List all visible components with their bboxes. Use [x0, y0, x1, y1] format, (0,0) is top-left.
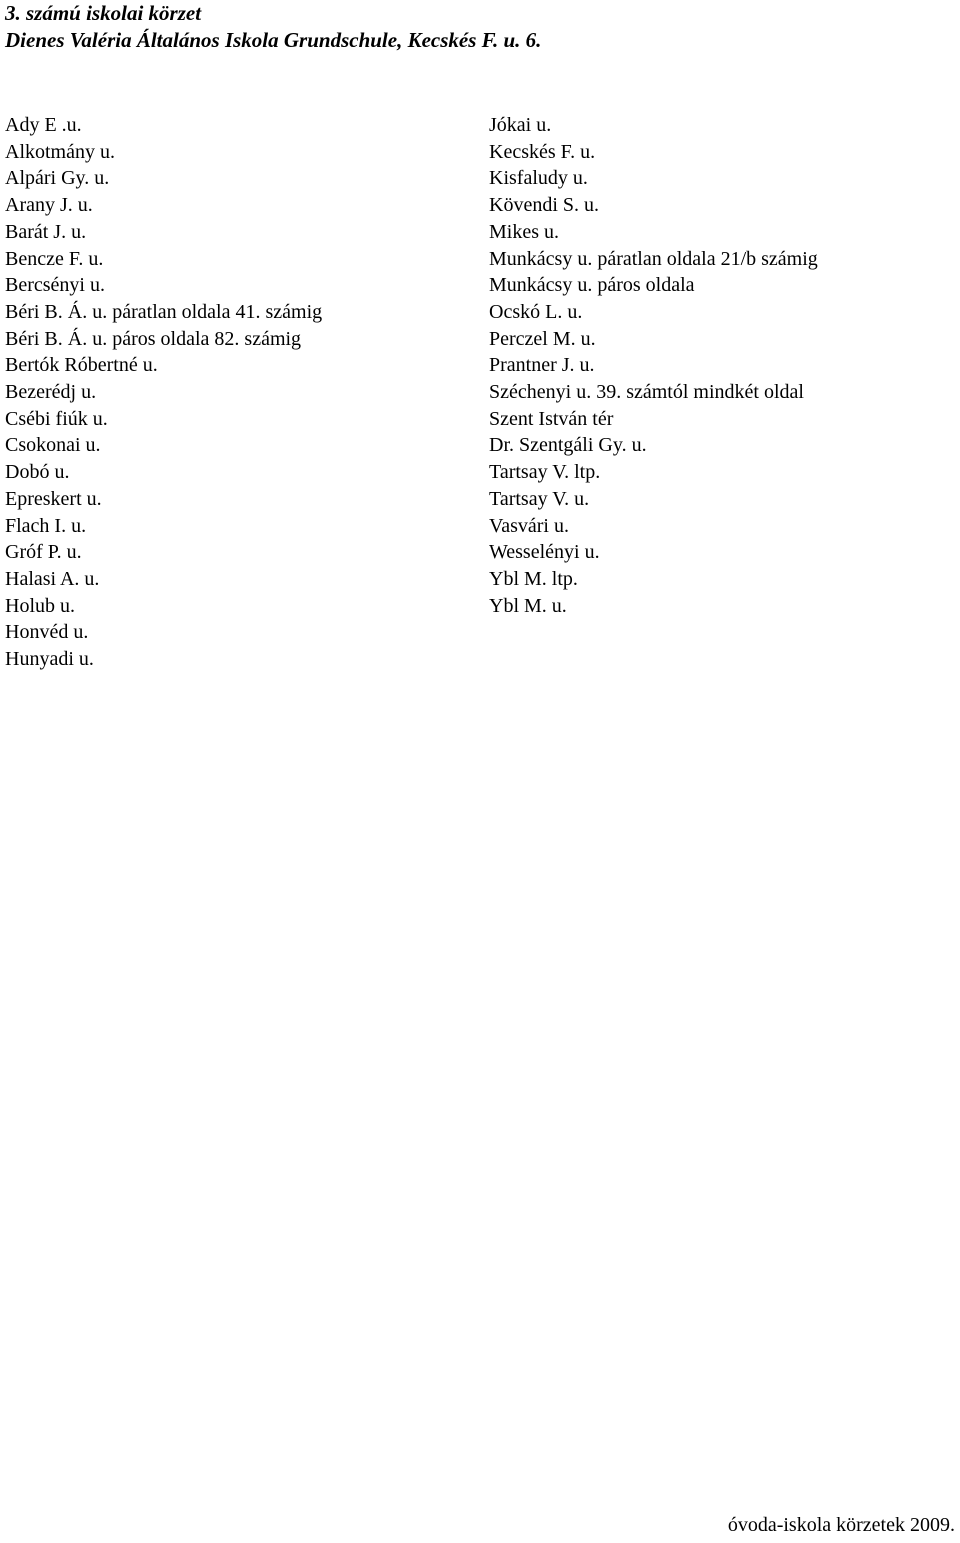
street-item: Wesselényi u.: [489, 541, 600, 564]
street-item: Flach I. u.: [5, 514, 87, 537]
street-item: Kövendi S. u.: [489, 194, 599, 217]
street-item: Munkácsy u. páratlan oldala 21/b számig: [489, 247, 818, 270]
street-item: Csokonai u.: [5, 434, 101, 457]
street-item: Munkácsy u. páros oldala: [489, 274, 695, 297]
street-list-right: [489, 112, 818, 619]
street-item: Alpári Gy. u.: [5, 167, 110, 190]
street-item: Bencze F. u.: [5, 247, 104, 270]
street-item: Honvéd u.: [5, 621, 89, 644]
street-item: Bercsényi u.: [5, 274, 105, 297]
street-item: Béri B. Á. u. páros oldala 82. számig: [5, 327, 302, 350]
street-item: Ady E .u.: [5, 114, 82, 136]
street-item: Epreskert u.: [5, 487, 102, 510]
street-item: Szent István tér: [489, 407, 614, 430]
street-item: Ybl M. u.: [489, 594, 567, 617]
street-item: Bezerédj u.: [5, 381, 97, 404]
district-title: 3. számú iskolai körzet: [5, 1, 202, 25]
street-item: Halasi A. u.: [5, 567, 100, 590]
street-item: Bertók Róbertné u.: [5, 354, 158, 377]
footer-caption: óvoda-iskola körzetek 2009.: [727, 1514, 955, 1536]
street-item: Tartsay V. ltp.: [489, 461, 601, 484]
street-item: Csébi fiúk u.: [5, 407, 108, 430]
school-name: Dienes Valéria Általános Iskola Grundschule, Kecskés F. u. 6.: [5, 28, 542, 52]
street-item: Széchenyi u. 39. számtól mindkét oldal: [489, 381, 804, 404]
street-item: Alkotmány u.: [5, 140, 115, 163]
street-item: Ybl M. ltp.: [489, 567, 578, 590]
street-item: Jókai u.: [489, 114, 552, 136]
street-list-left: [5, 112, 322, 673]
street-item: Béri B. Á. u. páratlan oldala 41. számig: [5, 300, 323, 323]
document-heading: [5, 0, 541, 54]
street-item: Holub u.: [5, 594, 75, 617]
street-item: Kisfaludy u.: [489, 167, 588, 190]
street-item: Prantner J. u.: [489, 354, 595, 377]
street-item: Barát J. u.: [5, 220, 87, 243]
street-item: Tartsay V. u.: [489, 487, 590, 510]
street-item: Hunyadi u.: [5, 648, 94, 671]
street-item: Ocskó L. u.: [489, 300, 583, 323]
street-item: Arany J. u.: [5, 194, 93, 217]
street-item: Perczel M. u.: [489, 327, 596, 350]
street-item: Vasvári u.: [489, 514, 569, 537]
street-item: Gróf P. u.: [5, 541, 82, 564]
street-item: Mikes u.: [489, 220, 559, 243]
street-item: Dobó u.: [5, 461, 70, 484]
street-item: Kecskés F. u.: [489, 140, 596, 163]
street-item: Dr. Szentgáli Gy. u.: [489, 434, 647, 457]
